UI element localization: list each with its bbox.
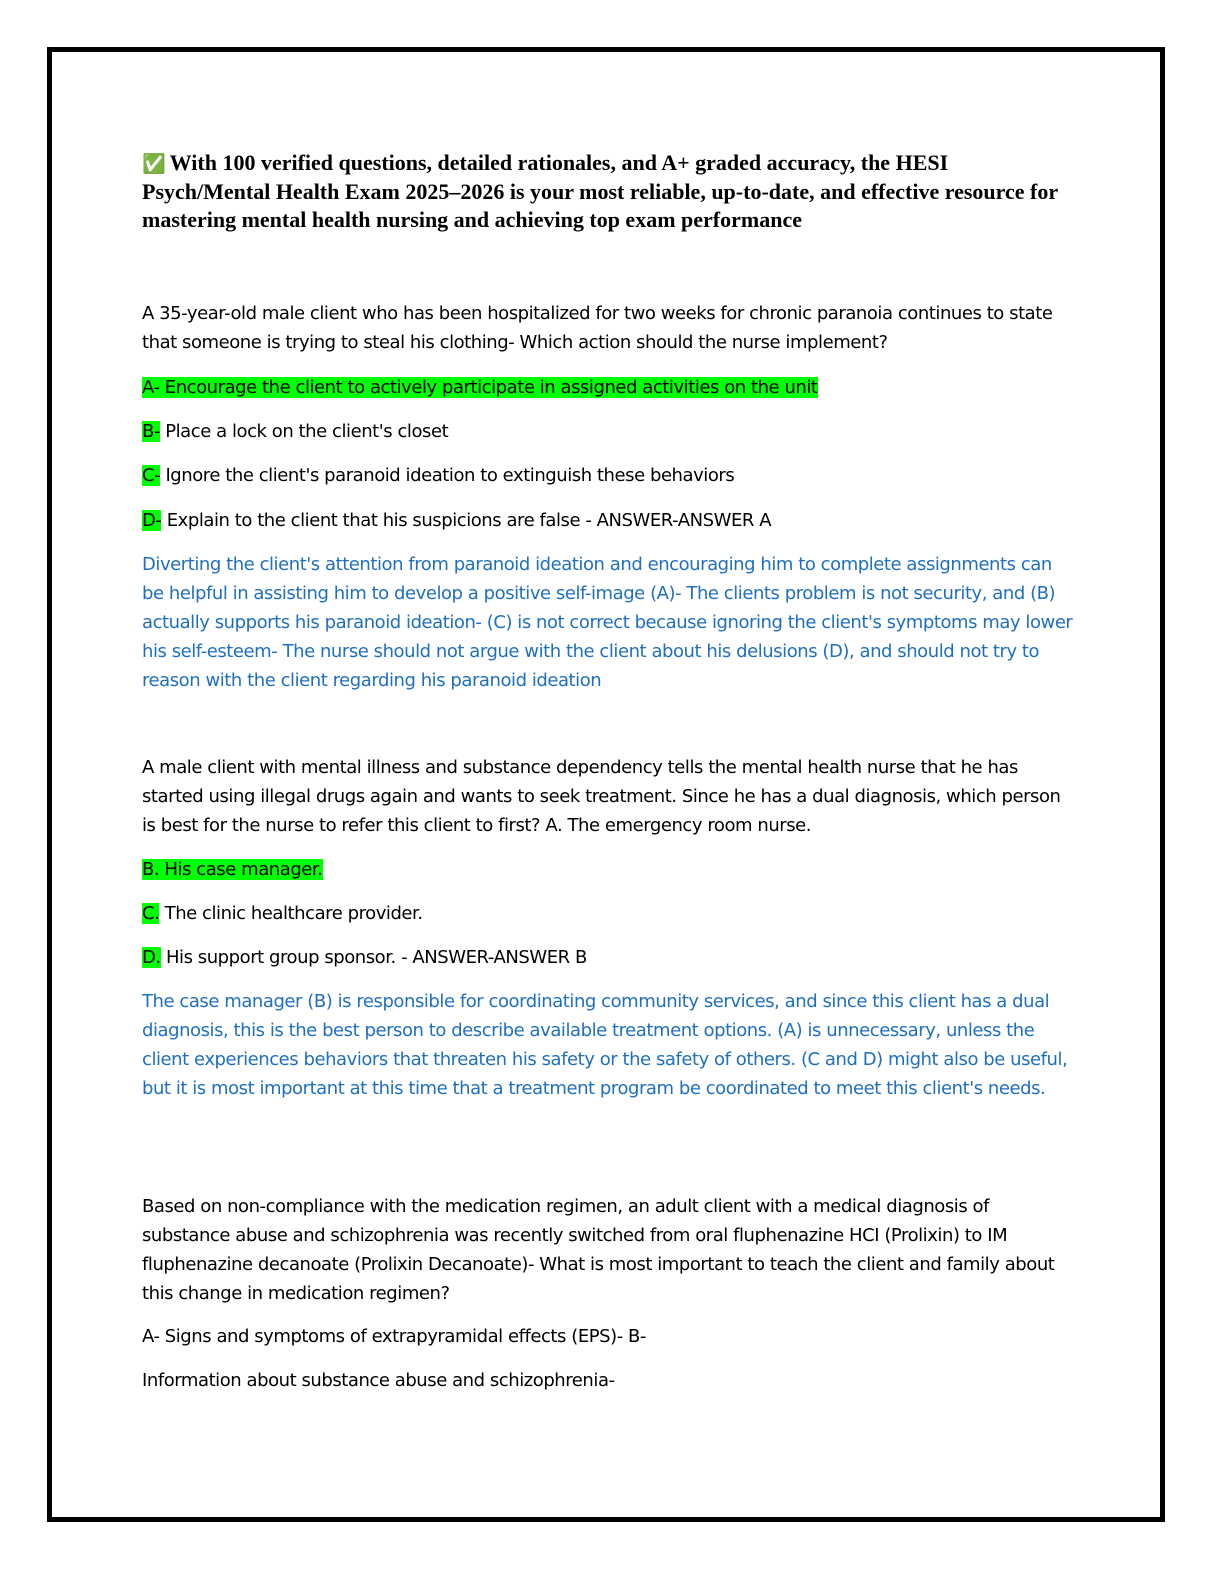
question-2-rationale: The case manager (B) is responsible for coordinating community services, and since this client has a dual diagnosis, this is the best person to describe available treatment options. (A) is unnecessary, unless the client experiences behaviors that threaten his safety or the safety of others. (C and D) might also be useful, but it is most important at this time that a treatment program be coordinated to meet this client's needs. [142, 991, 1068, 1099]
question-2-stem: A male client with mental illness and substance dependency tells the mental health nurse that he has started using illegal drugs again and wants to seek treatment. Since he has a dual diagnosis, which person is best for the nurse to refer this client to first? A. The emergency room nurse. [142, 757, 1061, 836]
document-headline [142, 149, 1062, 234]
question-2-option-d [142, 943, 1077, 972]
correct-answer-highlight: A- Encourage the client to actively participate in assigned activities on the unit [142, 377, 818, 398]
check-mark-icon: ✅ [142, 153, 166, 175]
option-label: C- [142, 465, 161, 486]
correct-answer-highlight: B. His case manager. [142, 859, 323, 880]
option-text: His support group sponsor. - ANSWER-ANSWER B [160, 947, 587, 968]
question-3-option-b: Information about substance abuse and schizophrenia- [142, 1370, 615, 1391]
option-text: The clinic healthcare provider. [159, 903, 423, 924]
question-1-option-d [142, 506, 1077, 535]
question-1-option-a [142, 373, 1077, 402]
question-3-option-a: A- Signs and symptoms of extrapyramidal effects (EPS)- B- [142, 1326, 646, 1347]
question-1-rationale: Diverting the client's attention from paranoid ideation and encouraging him to complete assignments can be helpful in assisting him to develop a positive self-image (A)- The clients problem is not security, and (B) actually supports his paranoid ideation- (C) is not correct because ignoring the client's symptoms may lower his self-esteem- The nurse should not argue with the client about his delusions (D), and should not try to reason with the client regarding his paranoid ideation [142, 554, 1073, 691]
option-text: Ignore the client's paranoid ideation to extinguish these behaviors [160, 465, 735, 486]
option-label: B- [142, 421, 160, 442]
option-label: C. [142, 903, 160, 924]
option-label: D- [142, 510, 162, 531]
option-text: Explain to the client that his suspicions are false - ANSWER-ANSWER A [161, 510, 772, 531]
option-text: Place a lock on the client's closet [159, 421, 449, 442]
question-3-stem: Based on non-compliance with the medication regimen, an adult client with a medical diagnosis of substance abuse and schizophrenia was recently switched from oral fluphenazine HCI (Prolixin) to IM fluphenazine decanoate (Prolixin Decanoate)- What is most important to teach the client and family about this change in medication regimen? [142, 1196, 1055, 1304]
question-2-option-b [142, 855, 1077, 884]
question-1-option-b [142, 417, 1077, 446]
question-1-option-c [142, 461, 1077, 490]
question-1-stem: A 35-year-old male client who has been hospitalized for two weeks for chronic paranoia continues to state that someone is trying to steal his clothing- Which action should the nurse implement? [142, 303, 1053, 353]
option-label: D. [142, 947, 161, 968]
headline-text: With 100 verified questions, detailed rationales, and A+ graded accuracy, the HESI Psych/Mental Health Exam 2025–2026 is your most reliable, up-to-date, and effective resource for mastering mental health nursing and achieving top exam performance [142, 150, 1058, 232]
question-2-option-c [142, 899, 1077, 928]
